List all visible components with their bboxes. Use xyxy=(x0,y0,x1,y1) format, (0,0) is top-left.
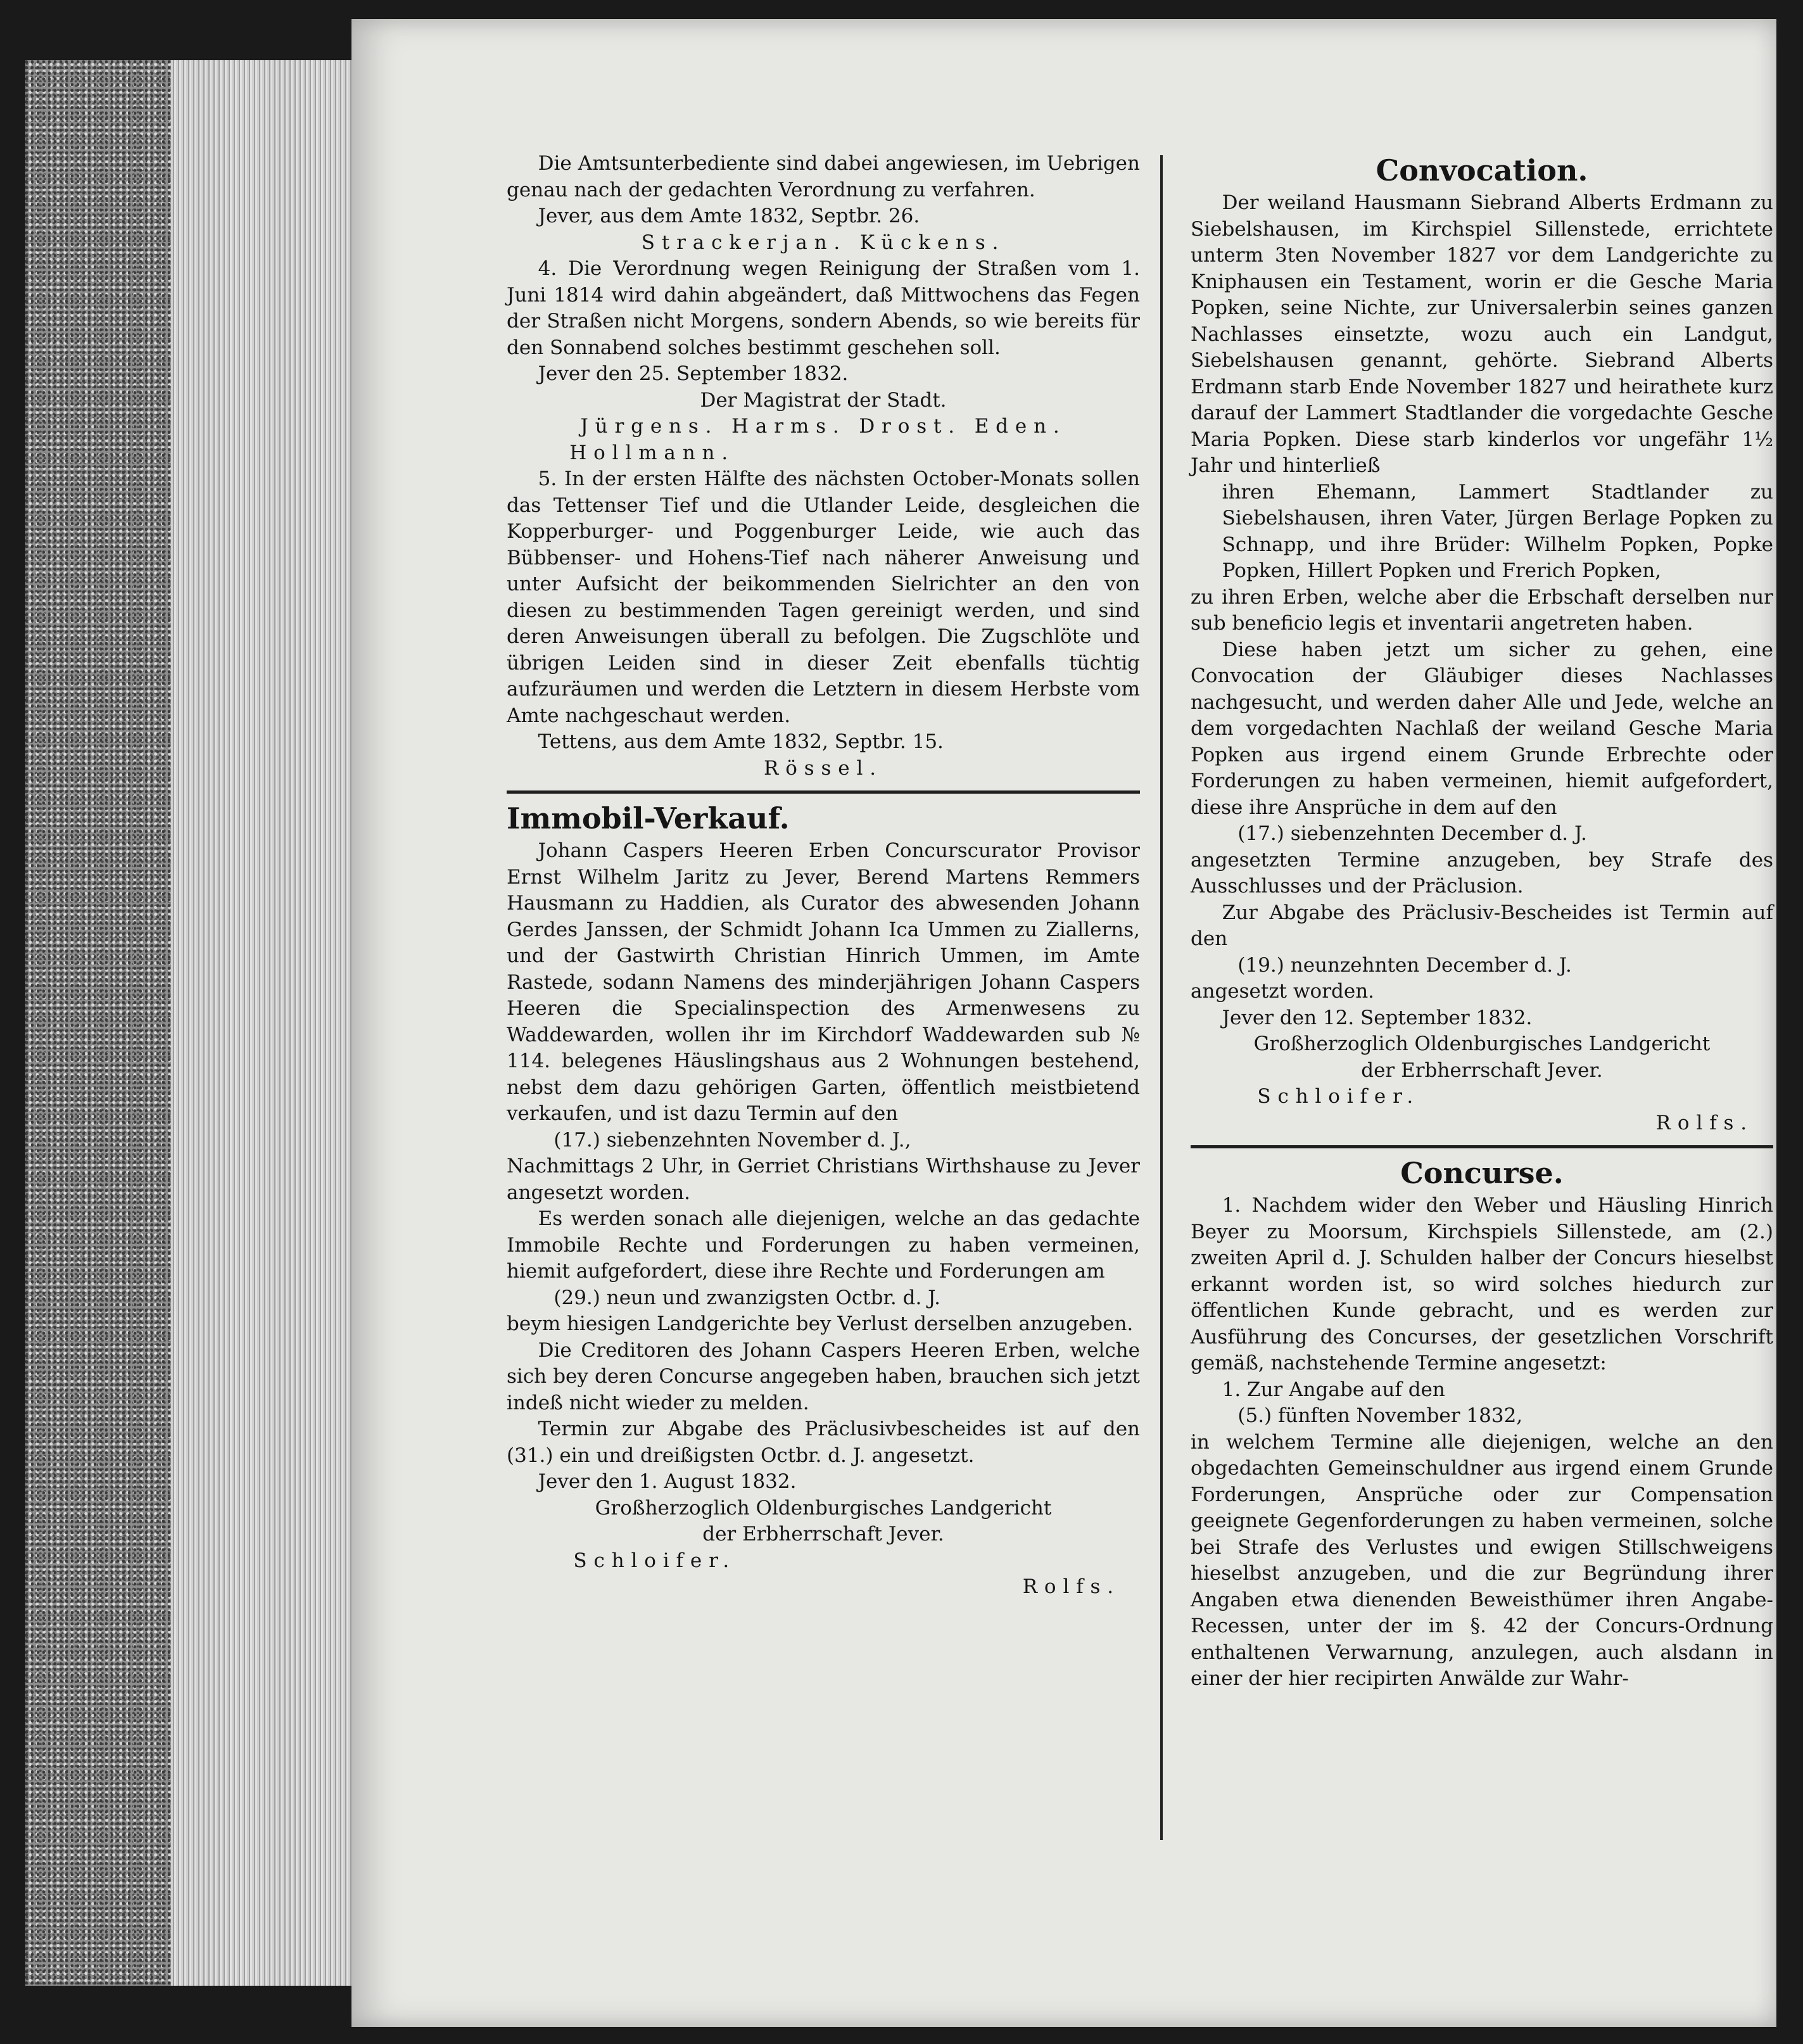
right-convocation-heirs: ihren Ehemann, Lammert Stadtlander zu Siebelshausen, ihren Vater, Jürgen Berlage Popken zu Schnapp, und ihre Brüder: Wilhelm Popken, Popke Popken, Hillert Popken und Frerich Popken, xyxy=(1222,480,1773,582)
book-fore-edge xyxy=(25,60,171,1986)
left-immobil-heading: Immobil-Verkauf. xyxy=(507,801,790,835)
right-column xyxy=(1191,151,1773,1692)
left-immobil-court2: der Erbherrschaft Jever. xyxy=(702,1523,944,1546)
right-concurse-term: (5.) fünften November 1832, xyxy=(1237,1404,1523,1427)
left-immobil-date: Jever den 1. August 1832. xyxy=(538,1470,797,1493)
left-block1-signers: Strackerjan. Kückens. xyxy=(641,231,1006,254)
center-column-rule xyxy=(1160,155,1163,1840)
left-immobil-signer1: Schloifer. xyxy=(573,1549,737,1572)
right-convocation-signer1: Schloifer. xyxy=(1257,1085,1420,1108)
left-immobil-text3: Die Creditoren des Johann Caspers Heeren Erben, welche sich bey deren Concurse angegeben haben, brauchen sich jetzt indeß nicht wieder zu melden. xyxy=(507,1338,1140,1414)
right-convocation-text2: zu ihren Erben, welche aber die Erbschaft derselben nur sub beneficio legis et inventarii angetreten haben. xyxy=(1191,585,1773,635)
left-immobil-court1: Großherzoglich Oldenburgisches Landgericht xyxy=(595,1496,1052,1520)
left-immobil-term1: (17.) siebenzehnten November d. J., xyxy=(554,1128,911,1152)
left-immobil-term2: (29.) neun und zwanzigsten Octbr. d. J. xyxy=(554,1286,941,1309)
left-immobil-term2-cont: beym hiesigen Landgerichte bey Verlust derselben anzugeben. xyxy=(507,1312,1134,1335)
right-convocation-text3: Diese haben jetzt um sicher zu gehen, eine Convocation der Gläubiger dieses Nachlasses nachgesucht, und werden daher Alle und Jede, welche an dem vorgedachten Nachlaß der weiland Gesche Maria Popken aus irgend einem Grunde Erbrechte oder Forderungen zu haben vermeinen, hiemit aufgefordert, diese ihre Ansprüche in dem auf den xyxy=(1191,638,1773,819)
right-convocation-court2: der Erbherrschaft Jever. xyxy=(1361,1058,1603,1082)
right-convocation-term1: (17.) siebenzehnten December d. J. xyxy=(1237,822,1587,845)
left-block4-signers-2: Hollmann. xyxy=(569,441,735,464)
right-convocation-text5: Zur Abgabe des Präclusiv-Bescheides ist Termin auf den xyxy=(1191,901,1773,950)
right-section-rule xyxy=(1191,1145,1773,1148)
left-immobil-signer2: Rolfs. xyxy=(1022,1575,1120,1598)
left-immobil-term1-cont: Nachmittags 2 Uhr, in Gerriet Christians Wirthshause zu Jever angesetzt worden. xyxy=(507,1155,1140,1204)
right-convocation-court1: Großherzoglich Oldenburgisches Landgericht xyxy=(1253,1032,1711,1055)
left-block4-text: 4. Die Verordnung wegen Reinigung der Straßen vom 1. Juni 1814 wird dahin abgeändert, daß Mittwochens das Fegen der Straßen nicht Morgens, sondern Abends, so wie bereits für den Sonnabend solches bestimmt geschehen soll. xyxy=(507,257,1140,359)
right-convocation-text4: angesetzten Termine anzugeben, bey Strafe des Ausschlusses und der Präclusion. xyxy=(1191,848,1773,898)
left-immobil-text: Johann Caspers Heeren Erben Concurscurator Provisor Ernst Wilhelm Jaritz zu Jever, Berend Martens Remmers Hausmann zu Haddien, als Curator des abwesenden Johann Gerdes Janssen, der Schmidt Johann Ica Ummen zu Ziallerns, und der Gastwirth Christian Hinrich Ummen, im Amte Rastede, sodann Namens des minderjährigen Johann Caspers Heeren die Specialinspection des Armenwesens zu Waddewarden, wollen ihr im Kirchdorf Waddewarden sub № 114. belegenes Häuslingshaus aus 2 Wohnungen bestehend, nebst dem dazu gehörigen Garten, öffentlich meistbietend verkaufen, und ist dazu Termin auf den xyxy=(507,839,1140,1125)
left-section-rule xyxy=(507,790,1140,794)
right-convocation-heading: Convocation. xyxy=(1376,153,1588,187)
left-block5-text: 5. In der ersten Hälfte des nächsten October-Monats sollen das Tettenser Tief und die Utlander Leide, desgleichen die Kopperburger- und Poggenburger Leide, wie auch das Bübbenser- und Hohens-Tief nach näherer Anweisung und unter Aufsicht der beikommenden Sielrichter an den von diesen zu bestimmenden Tagen gereinigt werden, und sind deren Anweisungen überall zu befolgen. Die Zugschlöte und übrigen Leiden sind in dieser Zeit ebenfalls tüchtig aufzuräumen und werden die Letztern in diesem Herbste vom Amte nachgeschaut werden. xyxy=(507,467,1140,727)
right-convocation-date: Jever den 12. September 1832. xyxy=(1222,1006,1533,1029)
left-block5-signer: Rössel. xyxy=(764,756,883,780)
right-convocation-term2: (19.) neunzehnten December d. J. xyxy=(1237,953,1572,977)
right-concurse-item: 1. Zur Angabe auf den xyxy=(1222,1378,1445,1401)
left-block4-date: Jever den 25. September 1832. xyxy=(538,362,849,385)
left-block1-date: Jever, aus dem Amte 1832, Septbr. 26. xyxy=(538,205,920,227)
right-convocation-text1: Der weiland Hausmann Siebrand Alberts Erdmann zu Siebelshausen, im Kirchspiel Sillenstede, errichtete unterm 3ten November 1827 vor dem Landgerichte zu Kniphausen ein Testament, worin er die Gesche Maria Popken, seine Nichte, zur Universalerbin seines ganzen Nachlasses einsetzte, wozu auch ein Landgut, Siebelshausen genannt, gehörte. Siebrand Alberts Erdmann starb Ende November 1827 und heirathete kurz darauf der Lammert Stadtlander die vorgedachte Gesche Maria Popken. Diese starb kinderlos vor ungefähr 1½ Jahr und hinterließ xyxy=(1191,191,1773,477)
left-block1-text: Die Amtsunterbediente sind dabei angewiesen, im Uebrigen genau nach der gedachten Verordnung zu verfahren. xyxy=(507,152,1140,201)
right-concurse-text1: 1. Nachdem wider den Weber und Häusling Hinrich Beyer zu Moorsum, Kirchspiels Sillenstede, am (2.) zweiten April d. J. Schulden halber der Concurs hieselbst erkannt worden ist, so wird solches hiedurch zur öffentlichen Kunde gebracht, und es werden zur Ausführung des Concurses, der gesetzlichen Vorschrift gemäß, nachstehende Termine angesetzt: xyxy=(1191,1194,1773,1374)
right-convocation-text6: angesetzt worden. xyxy=(1191,980,1375,1003)
left-immobil-text2: Es werden sonach alle diejenigen, welche an das gedachte Immobile Rechte und Forderungen zu haben vermeinen, hiemit aufgefordert, diese ihre Rechte und Forderungen am xyxy=(507,1207,1140,1283)
left-column xyxy=(507,151,1140,1601)
page-stack xyxy=(171,60,351,1986)
left-immobil-text4: Termin zur Abgabe des Präclusivbescheides ist auf den (31.) ein und dreißigsten Octbr. d. J. angesetzt. xyxy=(507,1418,1140,1467)
right-concurse-heading: Concurse. xyxy=(1400,1156,1564,1190)
left-block5-date: Tettens, aus dem Amte 1832, Septbr. 15. xyxy=(538,730,944,753)
right-convocation-signer2: Rolfs. xyxy=(1655,1111,1754,1134)
left-block4-signers: Jürgens. Harms. Drost. Eden. xyxy=(580,415,1066,438)
right-concurse-text2: in welchem Termine alle diejenigen, welche an den obgedachten Gemeinschuldner aus irgend einem Grunde Forderungen, Ansprüche oder zur Compensation geeignete Gegenforderungen zu haben vermeinen, solche bei Strafe des Verlustes und ewigen Stillschweigens hieselbst anzugeben, und die zur Begründung ihrer Angaben etwa dienenden Beweisthümer ihren Angabe-Recessen, unter der im §. 42 der Concurs-Ordnung enthaltenen Verwarnung, anzulegen, auch alsdann in einer der hier recipirten Anwälde zur Wahr- xyxy=(1191,1430,1773,1690)
left-block4-authority: Der Magistrat der Stadt. xyxy=(700,388,947,412)
